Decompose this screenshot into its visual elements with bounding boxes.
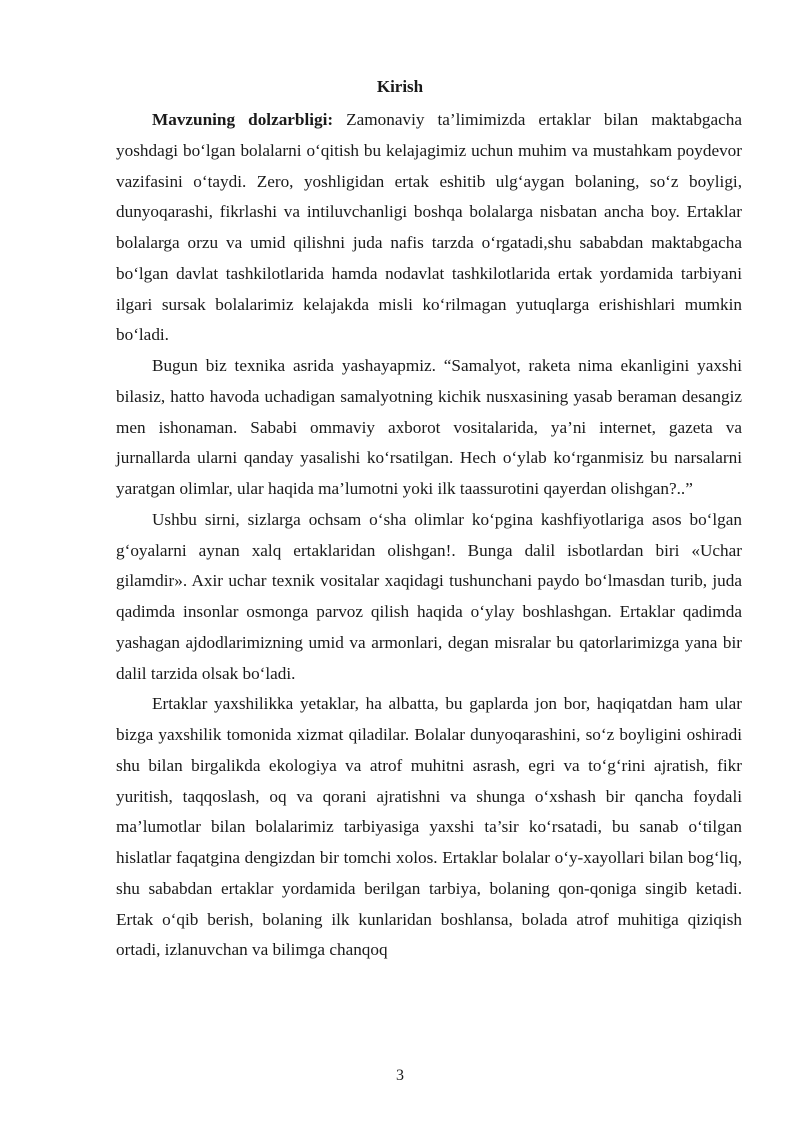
paragraph-technology — [116, 351, 742, 505]
paragraph-text: Ushbu sirni, sizlarga ochsam o‘sha olimlar ko‘pgina kashfiyotlariga asos bo‘lgan g‘oyalarni aynan xalq ertaklaridan olishgan!. Bunga dalil isbotlardan biri «Uchar gilamdir». Axir uchar texnik vositalar xaqidagi tushunchani paydo bo‘lmasdan turib, juda qadimda insonlar osmonga parvoz qilish haqida o‘ylay boshlashgan. Ertaklar qadimda yashagan ajdodlarimizning umid va armonlari, degan misralar bu qatorlarimizga yana bir dalil tarzida olsak bo‘ladi. — [116, 509, 742, 683]
paragraph-ideas-from-tales — [116, 505, 742, 690]
paragraph-relevance — [116, 105, 742, 351]
paragraph-text: Zamonaviy ta’limimizda ertaklar bilan maktabgacha yoshdagi bo‘lgan bolalarni o‘qitish bu kelajagimiz uchun muhim va mustahkam poydevor vazifasini o‘taydi. Zero, yoshligidan ertak eshitib ulg‘aygan bolaning, so‘z boyligi, dunyoqarashi, fikrlashi va intiluvchanligi boshqa bolalarga nisbatan ancha boy. Ertaklar bolalarga orzu va umid qilishni juda nafis tarzda o‘rgatadi,shu sababdan maktabgacha bo‘lgan davlat tashkilotlarida hamda nodavlat tashkilotlarida ertak yordamida tarbiyani ilgari sursak bolalarimiz kelajakda misli ko‘rilmagan yutuqlarga erishishlari mumkin bo‘ladi. — [116, 110, 742, 345]
section-title: Kirish — [376, 77, 424, 96]
document-body — [116, 105, 742, 966]
paragraph-tales-lead-to-good — [116, 689, 742, 966]
paragraph-text: Bugun biz texnika asrida yashayapmiz. “Samalyot, raketa nima ekanligini yaxshi bilasiz, hatto havoda uchadigan samalyotning kichik nusxasining yasab beraman desangiz men ishonaman. Sababi ommaviy axborot vositalarida, ya’ni internet, gazeta va jurnallarda ularni qanday yasalishi ko‘rsatilgan. Hech o‘ylab ko‘rganmisiz bu narsalarni yaratgan olimlar, ular haqida ma’lumotni yoki ilk taassurotini qayerdan olishgan?..” — [116, 356, 742, 498]
page-number: 3 — [396, 1067, 404, 1084]
paragraph-lead-label: Mavzuning dolzarbligi: — [152, 110, 334, 129]
paragraph-text: Ertaklar yaxshilikka yetaklar, ha albatta, bu gaplarda jon bor, haqiqatdan ham ular bizga yaxshilik tomonida xizmat qiladilar. Bolalar dunyoqarashini, so‘z boyligini oshiradi shu bilan birgalikda ekologiya va atrof muhitni asrash, egri va to‘g‘rini ajratish, fikr yuritish, taqqoslash, oq va qorani ajratishni va shunga o‘xshash bir qancha foydali ma’lumotlar bilan bolalarimiz tarbiyasiga yaxshi ta’sir ko‘rsatadi, bu sanab o‘tilgan hislatlar faqatgina dengizdan bir tomchi xolos. Ertaklar bolalar o‘y-xayollari bilan bog‘liq, shu sababdan ertaklar yordamida berilgan tarbiya, bolaning qon-qoniga singib ketadi. Ertak o‘qib berish, bolaning ilk kunlaridan boshlansa, bolada atrof muhitiga qiziqish ortadi, izlanuvchan va bilimga chanqoq — [116, 694, 742, 960]
